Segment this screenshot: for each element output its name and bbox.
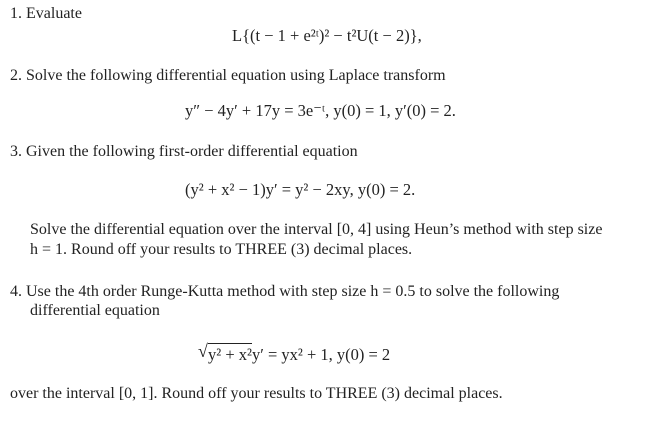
problem-3-number: 3.	[10, 143, 22, 160]
problem-3-equation: (y² + x² − 1)y′ = y² − 2xy, y(0) = 2.	[185, 180, 416, 199]
problem-3-heading	[10, 142, 358, 162]
problem-2-equation: y″ − 4y′ + 17y = 3e⁻ᵗ, y(0) = 1, y′(0) = 2.	[185, 101, 456, 120]
problem-3-title: Given the following first-order differential equation	[26, 143, 358, 160]
problem-3-body-line-2: h = 1. Round off your results to THREE (3) decimal places.	[30, 241, 413, 258]
problem-3-body-line-1: Solve the differential equation over the interval [0, 4] using Heun’s method with step size	[30, 221, 603, 238]
problem-4-equation	[198, 343, 390, 365]
problem-1-heading	[10, 4, 82, 24]
problem-1-equation: L{(t − 1 + e²ᵗ)² − t²U(t − 2)},	[232, 26, 422, 45]
problem-4-radicand: y² + x²	[208, 345, 252, 364]
problem-4-title-line-1: Use the 4th order Runge-Kutta method with step size h = 0.5 to solve the following	[26, 283, 560, 300]
problem-1-number: 1.	[10, 5, 22, 22]
problem-4-equation-rest: y′ = yx² + 1, y(0) = 2	[251, 345, 391, 364]
problem-2-heading	[10, 66, 446, 86]
problem-1-title: Evaluate	[26, 5, 82, 22]
problem-4-footer: over the interval [0, 1]. Round off your results to THREE (3) decimal places.	[10, 385, 503, 402]
problem-4-number: 4.	[10, 283, 22, 300]
square-root-icon	[198, 343, 252, 365]
problem-4-title-line-2: differential equation	[30, 302, 160, 319]
problem-2-title: Solve the following differential equation using Laplace transform	[26, 67, 446, 84]
problem-2-number: 2.	[10, 67, 22, 84]
problem-4-heading	[10, 282, 559, 302]
